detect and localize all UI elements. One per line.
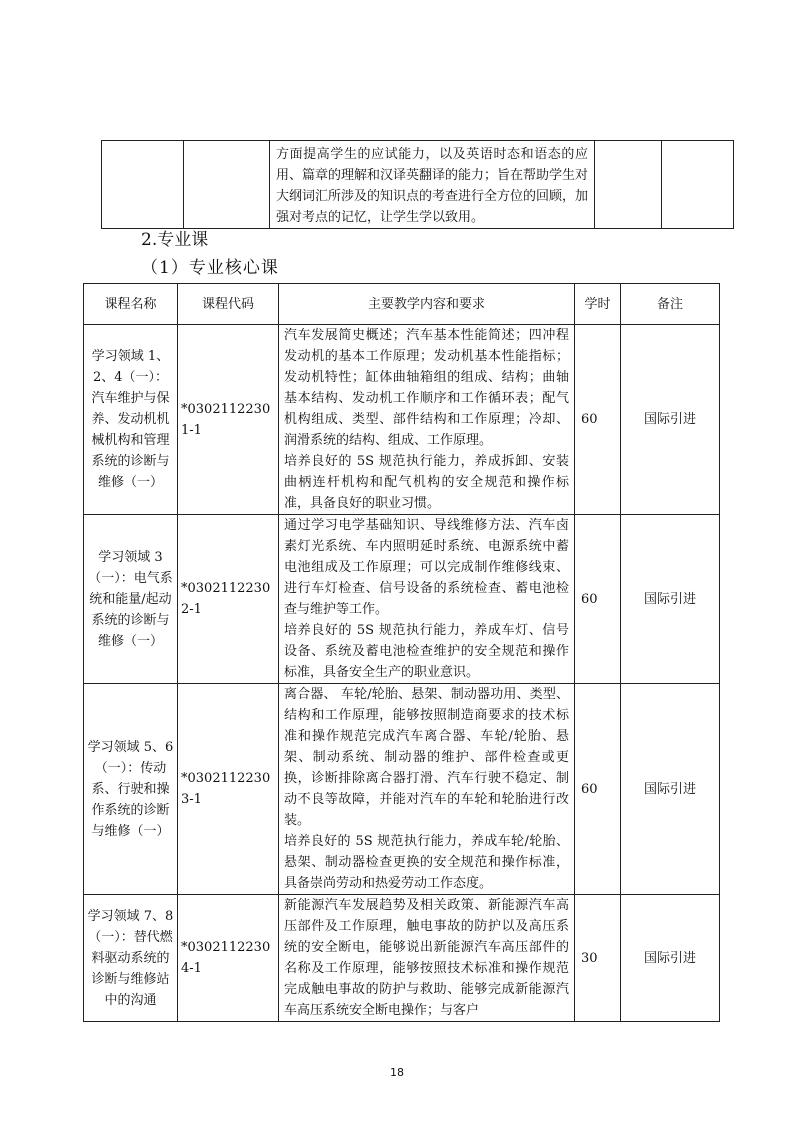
course-code-cell: *03021122303-1 (178, 684, 279, 895)
course-code-cell: *03021122301-1 (178, 325, 279, 515)
content-paragraph: 培养良好的 5S 规范执行能力，养成车轮/轮胎、悬架、制动器检查更换的安全规范和操作标准，具备崇尚劳动和热爱劳动工作态度。 (284, 834, 569, 891)
remark-cell (662, 141, 734, 229)
table-row (102, 141, 734, 229)
content-paragraph: 汽车发展简史概述；汽车基本性能简述；四冲程发动机的基本工作原理；发动机基本性能指标；发动机特性；缸体曲轴箱组的组成、结构；曲轴基本结构、发动机工作顺序和工作循环表；配气机构组成、类型、部件结构和工作原理；冷却、润滑系统的结构、组成、工作原理。 (284, 328, 569, 448)
previous-course-table-continuation (101, 140, 734, 229)
remark-cell: 国际引进 (621, 684, 720, 895)
hours-cell: 60 (575, 325, 621, 515)
course-name-cell (102, 141, 184, 229)
course-code-cell: *03021122302-1 (178, 515, 279, 684)
core-course-table (83, 283, 720, 1022)
course-code-cell: *03021122304-1 (178, 895, 279, 1022)
column-header-content: 主要教学内容和要求 (279, 284, 575, 325)
content-paragraph: 新能源汽车发展趋势及相关政策、新能源汽车高压部件及工作原理，触电事故的防护以及高压系统的安全断电，能够说出新能源汽车高压部件的名称及工作原理，能够按照技术标准和操作规范完成触电事故的防护与救助、能够完成新能源汽车高压系统安全断电操作；与客户 (284, 898, 569, 1018)
remark-cell: 国际引进 (621, 325, 720, 515)
column-header-remark: 备注 (621, 284, 720, 325)
course-content-cell (279, 515, 575, 684)
table-row (84, 515, 720, 684)
course-name-cell: 学习领域 1、2、4（一）：汽车维护与保养、发动机机械机构和管理系统的诊断与维修（一） (84, 325, 178, 515)
table-row (84, 895, 720, 1022)
course-name-cell: 学习领域 5、6（一）：传动系、行驶和操作系统的诊断与维修（一） (84, 684, 178, 895)
course-content-cell (279, 684, 575, 895)
course-content-cell (279, 325, 575, 515)
subsection-heading: （1）专业核心课 (141, 258, 279, 278)
column-header-course-code: 课程代码 (178, 284, 279, 325)
content-paragraph: 培养良好的 5S 规范执行能力，养成拆卸、安装曲柄连杆机构和配气机构的安全规范和操作标准，具备良好的职业习惯。 (284, 454, 569, 511)
table-row (84, 325, 720, 515)
page-number: 18 (390, 1066, 404, 1079)
column-header-course-name: 课程名称 (84, 284, 178, 325)
table-header-row (84, 284, 720, 325)
content-paragraph: 培养良好的 5S 规范执行能力，养成车灯、信号设备、系统及蓄电池检查维护的安全规范和操作标准，具备安全生产的职业意识。 (284, 623, 569, 680)
course-name-cell: 学习领域 7、8（一）：替代燃料驱动系统的诊断与维修站中的沟通 (84, 895, 178, 1022)
course-code-cell (184, 141, 270, 229)
course-content-cell: 方面提高学生的应试能力，以及英语时态和语态的应用、篇章的理解和汉译英翻译的能力；旨在帮助学生对大纲词汇所涉及的知识点的考查进行全方位的回顾，加强对考点的记忆，让学生学以致用。 (270, 141, 595, 229)
hours-cell: 60 (575, 515, 621, 684)
hours-cell (595, 141, 662, 229)
content-paragraph: 通过学习电学基础知识、导线维修方法、汽车卤素灯光系统、车内照明延时系统、电源系统中蓄电池组成及工作原理；可以完成制作维修线束、进行车灯检查、信号设备的系统检查、蓄电池检查与维护等工作。 (284, 518, 569, 617)
hours-cell: 60 (575, 684, 621, 895)
course-name-cell: 学习领域 3（一）：电气系统和能量/起动系统的诊断与维修（一） (84, 515, 178, 684)
table-row (84, 684, 720, 895)
course-content-cell (279, 895, 575, 1022)
section-heading: 2.专业课 (141, 230, 209, 250)
hours-cell: 30 (575, 895, 621, 1022)
column-header-hours: 学时 (575, 284, 621, 325)
content-paragraph: 离合器、 车轮/轮胎、悬架、制动器功用、类型、结构和工作原理，能够按照制造商要求的技术标准和操作规范完成汽车离合器、车轮/轮胎、悬架、制动系统、制动器的维护、部件检查或更换，诊断排除离合器打滑、汽车行驶不稳定、制动不良等故障，并能对汽车的车轮和轮胎进行改装。 (284, 687, 569, 828)
remark-cell: 国际引进 (621, 895, 720, 1022)
remark-cell: 国际引进 (621, 515, 720, 684)
